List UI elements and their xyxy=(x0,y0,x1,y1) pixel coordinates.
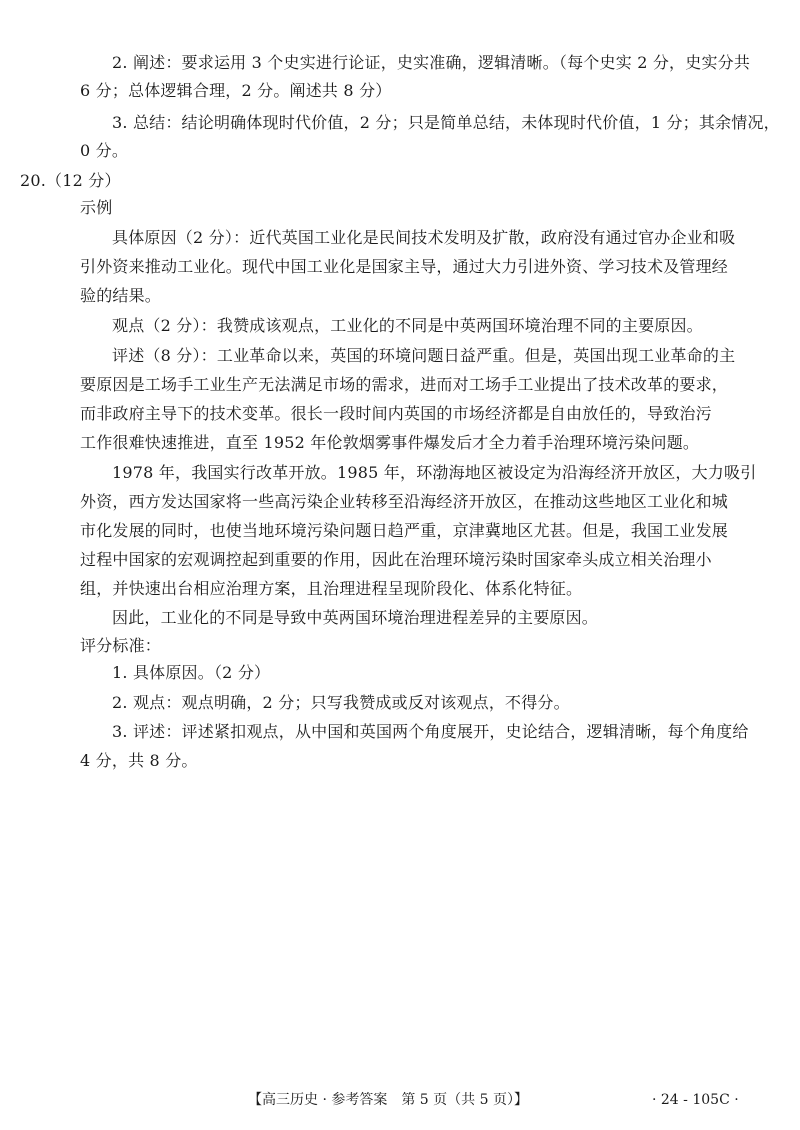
review-line-3: 而非政府主导下的技术变革。很长一段时间内英国的市场经济都是自由放任的，导致治污 xyxy=(80,404,712,423)
viewpoint-line: 观点（2 分）：我赞成该观点，工业化的不同是中英两国环境治理不同的主要原因。 xyxy=(112,316,703,335)
china-paragraph-line-5: 组，并快速出台相应治理方案，且治理进程呈现阶段化、体系化特征。 xyxy=(80,579,583,598)
question-20-heading: 20.（12 分） xyxy=(20,171,121,190)
footer-page-label: 【高三历史 · 参考答案 第 5 页（共 5 页）】 xyxy=(248,1092,528,1108)
china-paragraph-line-3: 市化发展的同时，也使当地环境污染问题日趋严重，京津冀地区尤甚。但是，我国工业发展 xyxy=(80,521,729,540)
scoring-criterion-1: 1. 具体原因。（2 分） xyxy=(112,663,271,682)
criterion-2-line-1: 2. 阐述：要求运用 3 个史实进行论证，史实准确，逻辑清晰。（每个史实 2 分，史实分共 xyxy=(112,53,751,72)
specific-reason-line-3: 验的结果。 xyxy=(80,286,162,305)
scoring-criterion-3-line-2: 4 分，共 8 分。 xyxy=(80,751,198,770)
scoring-criterion-2: 2. 观点：观点明确，2 分；只写我赞成或反对该观点，不得分。 xyxy=(112,693,570,712)
criterion-3-line-2: 0 分。 xyxy=(80,141,129,160)
china-paragraph-line-4: 过程中国家的宏观调控起到重要的作用，因此在治理环境污染时国家牵头成立相关治理小 xyxy=(80,550,712,569)
china-paragraph-line-1: 1978 年，我国实行改革开放。1985 年，环渤海地区被设定为沿海经济开放区，大力吸引 xyxy=(112,463,757,482)
specific-reason-line-2: 引外资来推动工业化。现代中国工业化是国家主导，通过大力引进外资、学习技术及管理经 xyxy=(80,257,729,276)
scoring-criterion-3-line-1: 3. 评述：评述紧扣观点，从中国和英国两个角度展开，史论结合，逻辑清晰，每个角度给 xyxy=(112,722,749,741)
criterion-2-line-2: 6 分；总体逻辑合理，2 分。阐述共 8 分） xyxy=(80,81,392,100)
criterion-3-line-1: 3. 总结：结论明确体现时代价值，2 分；只是简单总结，未体现时代价值，1 分；其余情况， xyxy=(112,113,780,132)
china-paragraph-line-2: 外资，西方发达国家将一些高污染企业转移至沿海经济开放区，在推动这些地区工业化和城 xyxy=(80,492,729,511)
example-label: 示例 xyxy=(80,198,113,217)
specific-reason-line-1: 具体原因（2 分）：近代英国工业化是民间技术发明及扩散，政府没有通过官办企业和吸 xyxy=(112,228,736,247)
footer-document-code: · 24 - 105C · xyxy=(652,1092,739,1108)
conclusion-line: 因此，工业化的不同是导致中英两国环境治理进程差异的主要原因。 xyxy=(112,608,599,627)
scoring-criteria-label: 评分标准： xyxy=(80,636,162,655)
review-line-1: 评述（8 分）：工业革命以来，英国的环境问题日益严重。但是，英国出现工业革命的主 xyxy=(112,346,736,365)
review-line-4: 工作很难快速推进，直至 1952 年伦敦烟雾事件爆发后才全力着手治理环境污染问题。 xyxy=(80,433,700,452)
review-line-2: 要原因是工场手工业生产无法满足市场的需求，进而对工场手工业提出了技术改革的要求， xyxy=(80,375,729,394)
